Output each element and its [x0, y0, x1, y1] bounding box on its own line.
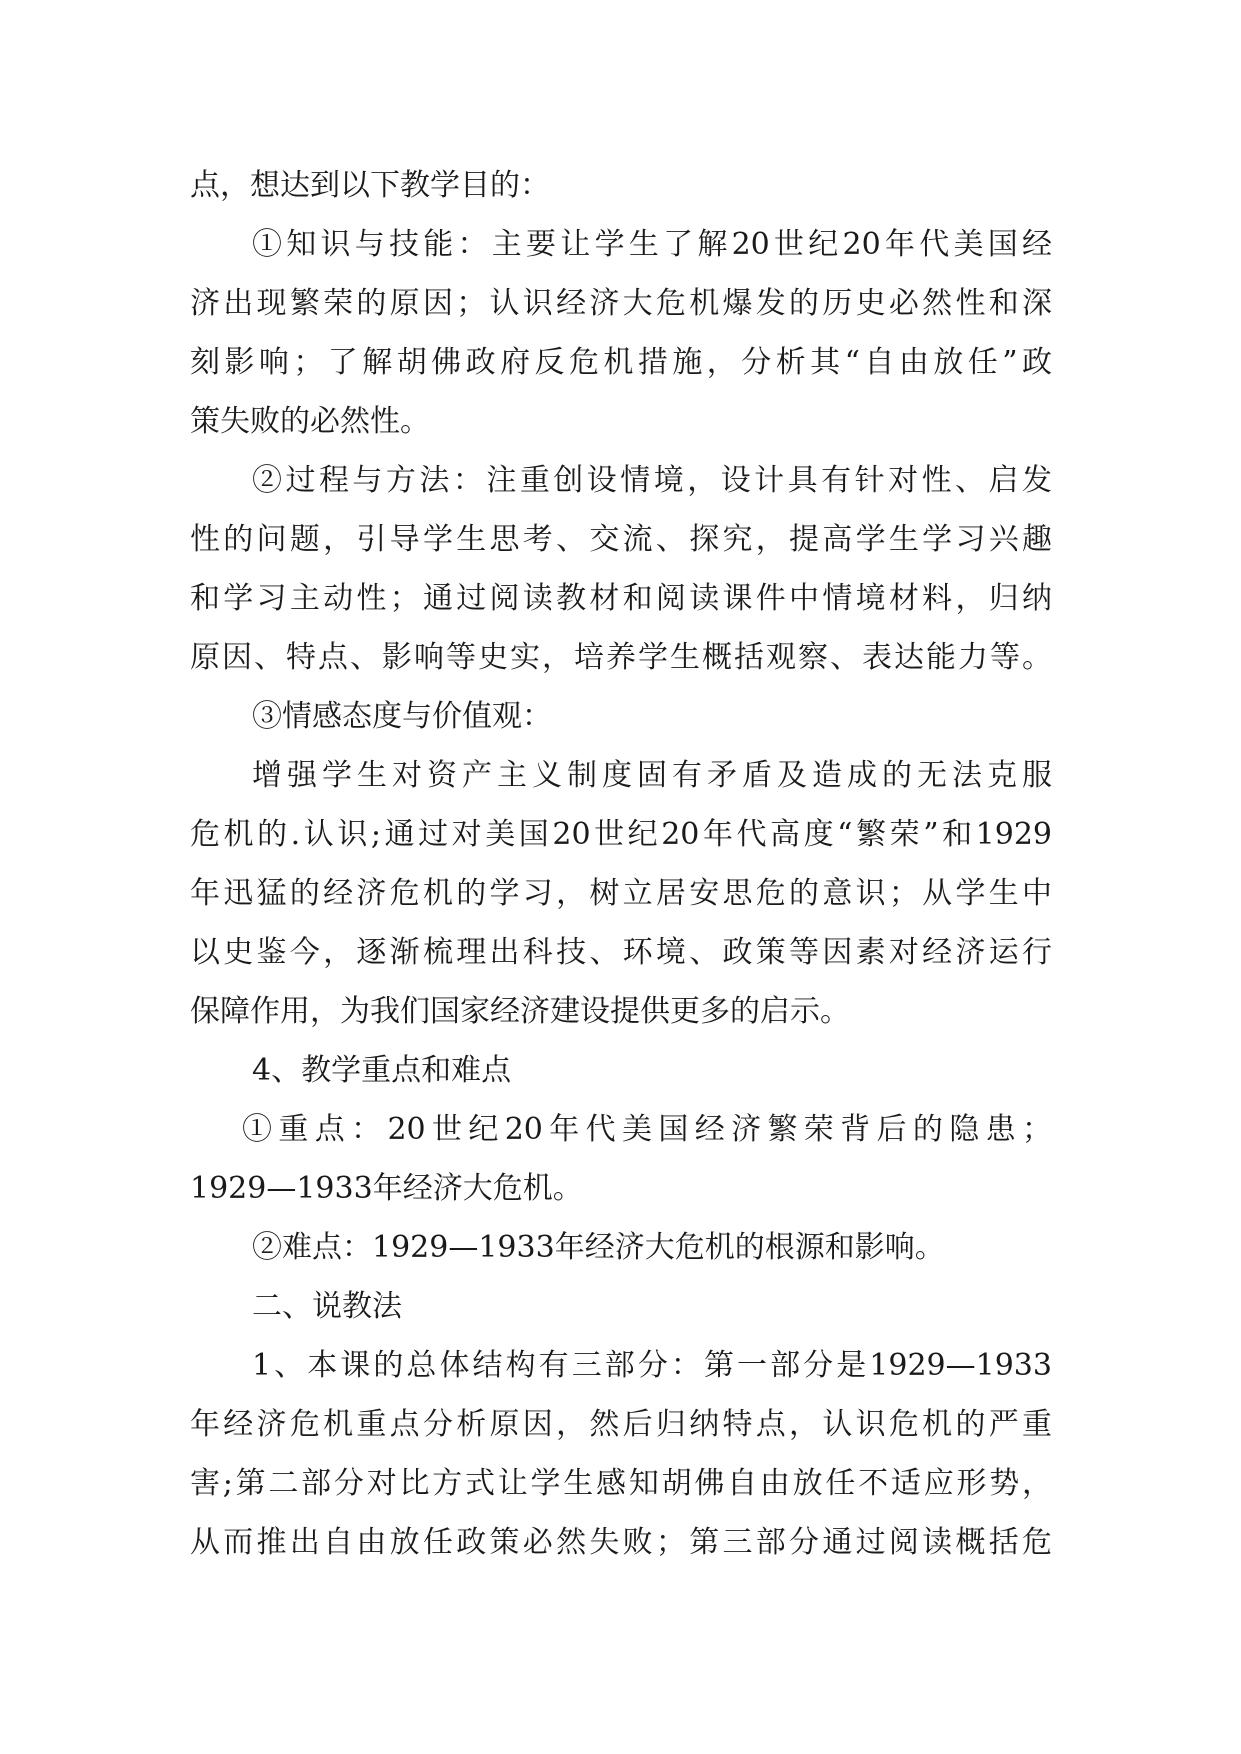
text-line: 从而推出自由放任政策必然失败；第三部分通过阅读概括危	[190, 1525, 1052, 1560]
text-line: 1929—1933年经济大危机。	[190, 1171, 583, 1206]
text-line: 刻影响；了解胡佛政府反危机措施，分析其“自由放任”政	[190, 345, 1052, 380]
text-line: 性的问题，引导学生思考、交流、探究，提高学生学习兴趣	[190, 522, 1052, 557]
document-body	[190, 156, 1052, 1572]
text-line: ①重点：20世纪20年代美国经济繁荣背后的隐患；	[242, 1112, 1052, 1147]
text-line: 年经济危机重点分析原因，然后归纳特点，认识危机的严重	[190, 1407, 1052, 1442]
text-line: 危机的.认识;通过对美国20世纪20年代高度“繁荣”和1929	[190, 817, 1052, 852]
text-line: 害;第二部分对比方式让学生感知胡佛自由放任不适应形势，	[190, 1466, 1052, 1501]
text-line: ②过程与方法：注重创设情境，设计具有针对性、启发	[252, 463, 1052, 498]
text-line: 策失败的必然性。	[190, 404, 430, 439]
text-line: 以史鉴今，逐渐梳理出科技、环境、政策等因素对经济运行	[190, 935, 1052, 970]
section-heading: 二、说教法	[252, 1289, 402, 1324]
text-line: 原因、特点、影响等史实，培养学生概括观察、表达能力等。	[190, 640, 1052, 675]
text-line: ①知识与技能：主要让学生了解20世纪20年代美国经	[252, 227, 1052, 262]
text-line: ③情感态度与价值观：	[252, 699, 552, 734]
text-line: 保障作用，为我们国家经济建设提供更多的启示。	[190, 994, 850, 1029]
text-line: ②难点：1929—1933年经济大危机的根源和影响。	[252, 1230, 945, 1265]
section-heading: 4、教学重点和难点	[252, 1053, 512, 1088]
text-line: 和学习主动性；通过阅读教材和阅读课件中情境材料，归纳	[190, 581, 1052, 616]
text-line: 1、本课的总体结构有三部分：第一部分是1929—1933	[252, 1348, 1052, 1383]
text-line: 济出现繁荣的原因；认识经济大危机爆发的历史必然性和深	[190, 286, 1052, 321]
text-line: 点，想达到以下教学目的：	[190, 168, 550, 203]
text-line: 增强学生对资产主义制度固有矛盾及造成的无法克服	[252, 758, 1052, 793]
text-line: 年迅猛的经济危机的学习，树立居安思危的意识；从学生中	[190, 876, 1052, 911]
